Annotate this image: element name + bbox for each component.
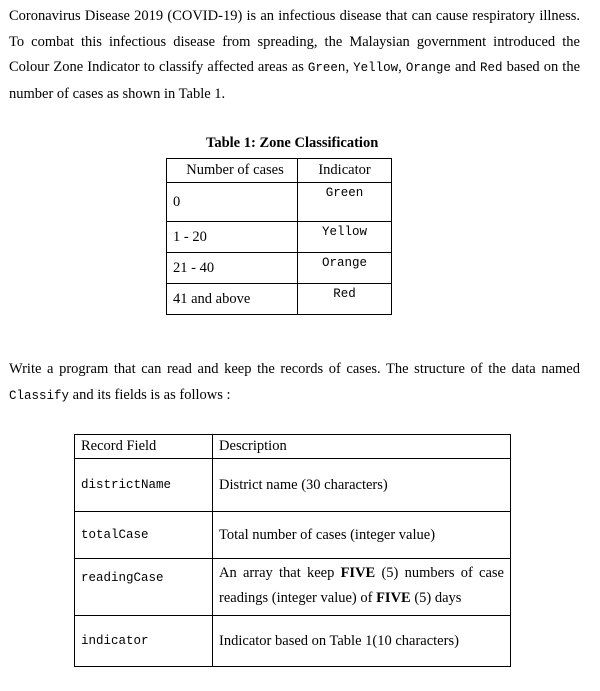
description-cell: District name (30 characters) — [213, 459, 511, 512]
field-name-cell: indicator — [75, 616, 213, 667]
cases-cell: 0 — [167, 183, 298, 222]
table-header-row — [75, 435, 511, 459]
intro-sep-2: , — [398, 59, 406, 75]
intro-sep-1: , — [345, 59, 354, 75]
indicator-cell: Green — [298, 183, 392, 222]
table-header-row — [167, 159, 392, 183]
indicator-cell: Orange — [298, 253, 392, 284]
indicator-cell: Red — [298, 284, 392, 315]
table1-title: Table 1: Zone Classification — [206, 135, 379, 151]
table-row — [75, 559, 511, 616]
zone-yellow-code: Yellow — [353, 61, 399, 75]
record-fields-table — [74, 434, 511, 667]
table-row — [167, 253, 392, 284]
intro-text-1: Coronavirus Disease 2019 (COVID-19) is an infectious disease that can cause respiratory illness. To combat this infectious disease from spreading, the Malaysian government introduced the Colour Zone Indicator to classify affected areas as — [9, 8, 580, 75]
cases-cell: 1 - 20 — [167, 222, 298, 253]
description-cell — [213, 559, 511, 616]
table-row — [75, 616, 511, 667]
field-name-cell: totalCase — [75, 512, 213, 559]
desc-text-post: (5) days — [410, 590, 462, 606]
header-number-of-cases: Number of cases — [167, 159, 298, 183]
zone-orange-code: Orange — [405, 61, 451, 75]
table-row — [167, 284, 392, 315]
header-record-field: Record Field — [75, 435, 213, 459]
table-row — [75, 512, 511, 559]
program-instructions — [9, 357, 580, 409]
zone-red-code: Red — [480, 61, 503, 75]
desc-text-mid: (5) numbers of case readings (integer value) of — [219, 565, 504, 606]
indicator-cell: Yellow — [298, 222, 392, 253]
table-row — [167, 183, 392, 222]
zone-green-code: Green — [307, 61, 346, 75]
struct-name-code: Classify — [9, 388, 70, 403]
intro-and: and — [450, 59, 481, 75]
cases-cell: 21 - 40 — [167, 253, 298, 284]
zone-classification-table — [166, 158, 392, 315]
description-cell: Total number of cases (integer value) — [213, 512, 511, 559]
table-row — [167, 222, 392, 253]
para2-text-1: Write a program that can read and keep the records of cases. The structure of the data named — [9, 361, 580, 377]
desc-bold-five-2: FIVE — [376, 590, 411, 606]
field-name-cell: districtName — [75, 459, 213, 512]
cases-cell: 41 and above — [167, 284, 298, 315]
intro-paragraph — [9, 4, 580, 107]
header-description: Description — [213, 435, 511, 459]
desc-bold-five-1: FIVE — [340, 565, 376, 581]
header-indicator: Indicator — [298, 159, 392, 183]
para2-text-2: and its fields is as follows : — [69, 386, 231, 403]
intro-text-2: based on the number of cases as shown in Table 1. — [9, 59, 581, 102]
field-name-cell: readingCase — [75, 559, 213, 616]
desc-text-pre: An array that keep — [219, 565, 341, 581]
table-row — [75, 459, 511, 512]
description-cell: Indicator based on Table 1(10 characters) — [213, 616, 511, 667]
